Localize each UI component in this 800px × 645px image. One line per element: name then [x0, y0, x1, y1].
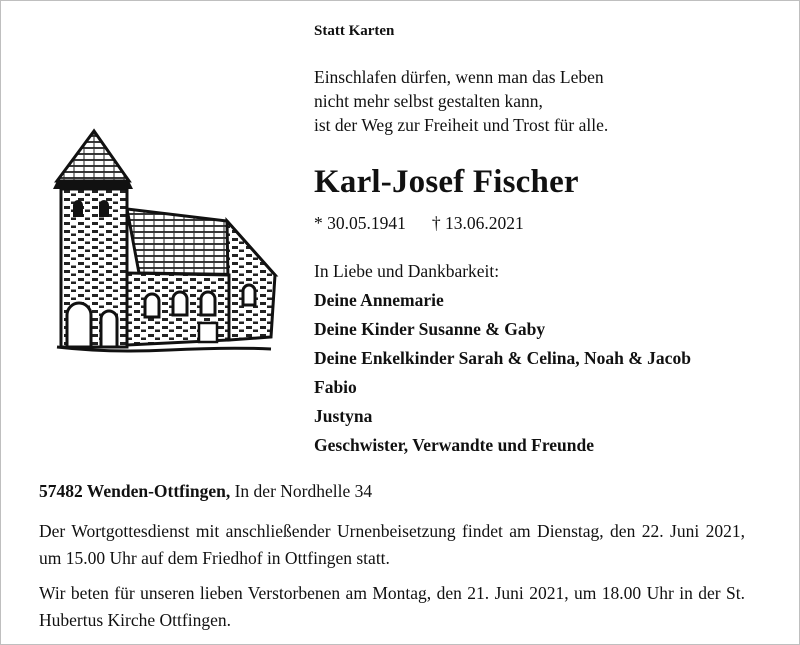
poem-line: Einschlafen dürfen, wenn man das Leben: [314, 67, 604, 87]
mourner-line: Justyna: [314, 406, 373, 426]
mourners-intro: In Liebe und Dankbarkeit:: [314, 261, 500, 281]
deceased-name: Karl-Josef Fischer: [314, 164, 579, 200]
poem-line: ist der Weg zur Freiheit und Trost für alle.: [314, 115, 609, 135]
mourner-line: Deine Annemarie: [314, 290, 444, 310]
statt-karten-heading: Statt Karten: [314, 23, 395, 39]
life-dates: [314, 213, 524, 234]
poem: [314, 65, 608, 137]
address-street: In der Nordhelle 34: [230, 481, 373, 501]
church-icon: [49, 125, 279, 357]
prayer-notice: Wir beten für unseren lieben Verstorbenen am Montag, den 21. Juni 2021, um 18.00 Uhr in der St. Hubertus Kirche Ottfingen.: [39, 583, 745, 630]
mourner-line: Geschwister, Verwandte und Freunde: [314, 435, 595, 455]
address: [39, 481, 372, 502]
birth-date: * 30.05.1941: [314, 213, 406, 233]
mourner-line: Fabio: [314, 377, 357, 397]
address-city: 57482 Wenden-Ottfingen,: [39, 481, 231, 501]
mourner-line: Deine Kinder Susanne & Gaby: [314, 319, 546, 339]
service-notice: Der Wortgottesdienst mit anschließender Urnenbeisetzung findet am Dienstag, den 22. Juni 2021, um 15.00 Uhr auf dem Friedhof in Ottfingen statt.: [39, 521, 745, 568]
mourners-list: [314, 257, 691, 460]
poem-line: nicht mehr selbst gestalten kann,: [314, 91, 543, 111]
death-date: † 13.06.2021: [431, 213, 524, 233]
mourner-line: Deine Enkelkinder Sarah & Celina, Noah & Jacob: [314, 348, 691, 368]
